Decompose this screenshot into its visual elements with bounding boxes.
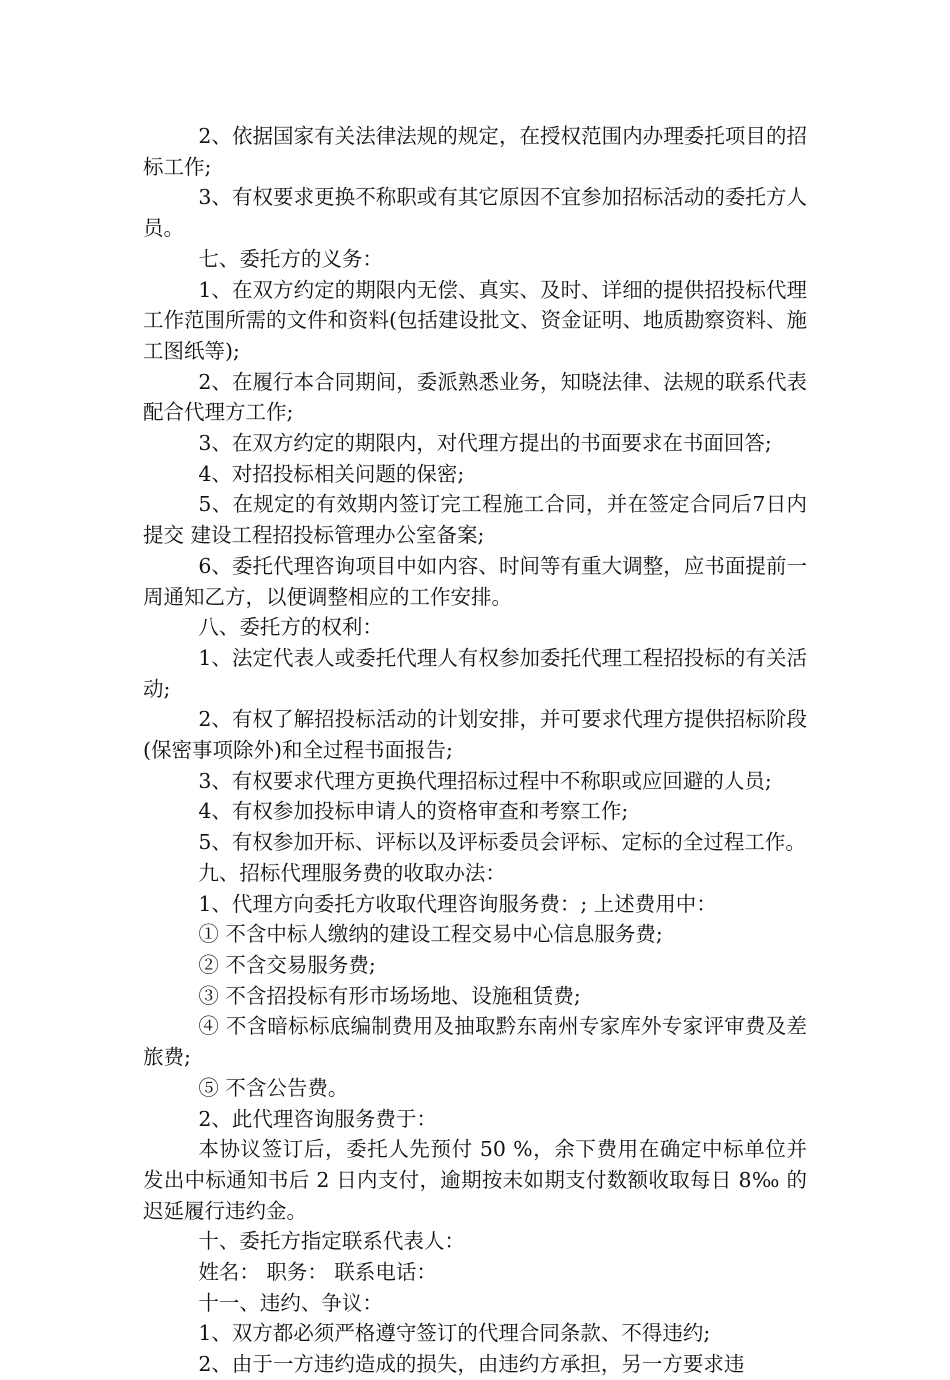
fee-exclusion-item: ⑤ 不含公告费。 [198, 1075, 349, 1100]
clause-paragraph: 4、有权参加投标申请人的资格审查和考察工作; [198, 799, 629, 824]
clause-paragraph: 2、有权了解招投标活动的计划安排，并可要求代理方提供招标阶段(保密事项除外)和全过程书面报告; [143, 707, 807, 763]
section-heading: 七、委托方的义务： [198, 246, 383, 271]
contract-body-text [143, 121, 807, 1380]
section-heading: 十一、违约、争议： [198, 1290, 383, 1315]
clause-paragraph: 1、法定代表人或委托代理人有权参加委托代理工程招投标的有关活动; [143, 645, 807, 701]
clause-paragraph: 3、有权要求代理方更换代理招标过程中不称职或应回避的人员; [198, 768, 772, 793]
section-heading: 九、招标代理服务费的收取办法： [198, 860, 506, 885]
fee-exclusion-item: ④ 不含暗标标底编制费用及抽取黔东南州专家库外专家评审费及差旅费; [143, 1014, 807, 1070]
fee-exclusion-item: ③ 不含招投标有形市场场地、设施租赁费; [198, 983, 581, 1008]
section-heading: 十、委托方指定联系代表人： [198, 1229, 465, 1254]
clause-paragraph: 3、有权要求更换不称职或有其它原因不宜参加招标活动的委托方人员。 [143, 185, 807, 241]
clause-paragraph: 2、此代理咨询服务费于： [198, 1106, 437, 1131]
clause-paragraph: 2、由于一方违约造成的损失，由违约方承担，另一方要求违 [198, 1352, 745, 1377]
section-heading: 八、委托方的权利： [198, 615, 383, 640]
clause-paragraph: 6、委托代理咨询项目中如内容、时间等有重大调整，应书面提前一周通知乙方，以便调整相应的工作安排。 [143, 553, 807, 609]
fee-exclusion-item: ① 不含中标人缴纳的建设工程交易中心信息服务费; [198, 922, 663, 947]
clause-paragraph: 1、代理方向委托方收取代理咨询服务费：; 上述费用中： [198, 891, 717, 916]
clause-paragraph: 3、在双方约定的期限内，对代理方提出的书面要求在书面回答; [198, 431, 772, 456]
contact-fields-line: 姓名： 职务： 联系电话： [198, 1260, 437, 1285]
clause-paragraph: 2、在履行本合同期间，委派熟悉业务，知晓法律、法规的联系代表配合代理方工作; [143, 369, 807, 425]
clause-paragraph: 4、对招投标相关问题的保密; [198, 461, 465, 486]
clause-paragraph: 1、在双方约定的期限内无偿、真实、及时、详细的提供招投标代理工作范围所需的文件和资料(包括建设批文、资金证明、地质勘察资料、施工图纸等); [143, 277, 807, 363]
fee-exclusion-item: ② 不含交易服务费; [198, 952, 376, 977]
payment-terms-paragraph: 本协议签订后，委托人先预付 50 %，余下费用在确定中标单位并发出中标通知书后 2 日内支付，逾期按未如期支付数额收取每日 8‰ 的迟延履行违约金。 [143, 1137, 807, 1223]
clause-paragraph: 2、依据国家有关法律法规的规定，在授权范围内办理委托项目的招标工作; [143, 124, 807, 179]
clause-paragraph: 5、在规定的有效期内签订完工程施工合同，并在签定合同后7日内提交 建设工程招投标管理办公室备案; [143, 492, 807, 548]
clause-paragraph: 1、双方都必须严格遵守签订的代理合同条款、不得违约; [198, 1321, 711, 1346]
clause-paragraph: 5、有权参加开标、评标以及评标委员会评标、定标的全过程工作。 [198, 830, 806, 855]
